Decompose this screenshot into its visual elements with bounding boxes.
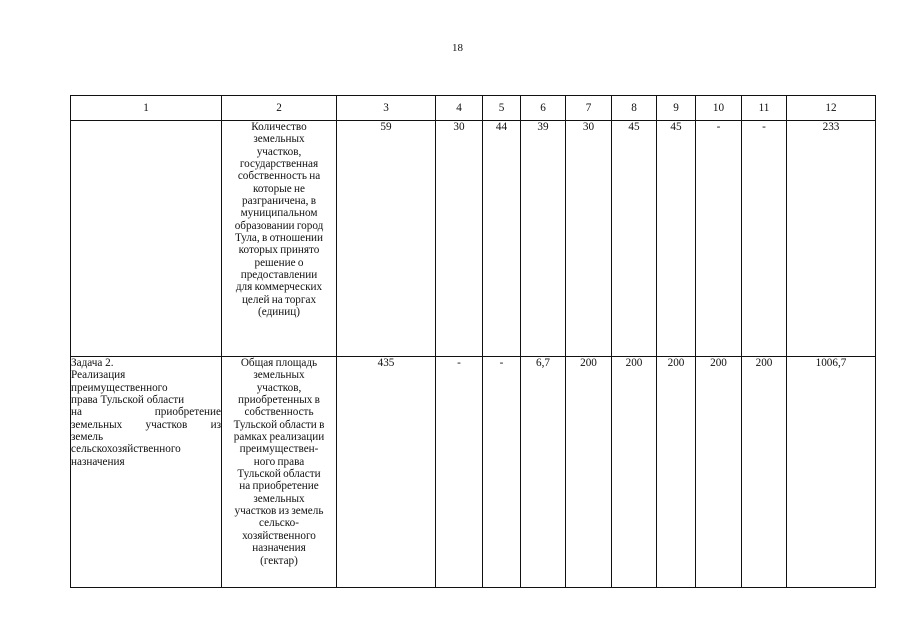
page-number: 18 bbox=[452, 42, 463, 54]
table-row bbox=[71, 357, 876, 588]
indicator-description: Общая площадь земельных участков, приобретенных в собственность Тульской области в рамках реализации преимуществен- ного права Тульской области на приобретение земельных участков из земель сельско- хозяйственного назначения (гектар) bbox=[233, 357, 325, 567]
task-cell bbox=[71, 357, 222, 588]
header-cell: 3 bbox=[337, 96, 436, 121]
header-row bbox=[71, 96, 876, 121]
value-cell: 45 bbox=[657, 121, 696, 357]
task-cell bbox=[71, 121, 222, 357]
value-cell: - bbox=[436, 357, 483, 588]
value-cell: 44 bbox=[483, 121, 521, 357]
value-cell: 200 bbox=[657, 357, 696, 588]
header-cell: 6 bbox=[521, 96, 566, 121]
header-cell: 12 bbox=[787, 96, 876, 121]
total-cell: 233 bbox=[787, 121, 876, 357]
header-cell: 8 bbox=[612, 96, 657, 121]
table-row bbox=[71, 121, 876, 357]
task-text-line: назначения bbox=[71, 455, 125, 468]
value-cell: 39 bbox=[521, 121, 566, 357]
value-cell: 30 bbox=[436, 121, 483, 357]
task-text-line: земельных участков из bbox=[71, 418, 221, 431]
header-cell: 7 bbox=[566, 96, 612, 121]
value-cell: 435 bbox=[337, 357, 436, 588]
header-cell: 5 bbox=[483, 96, 521, 121]
value-cell: - bbox=[696, 121, 742, 357]
task-text-line: сельскохозяйственного bbox=[71, 443, 181, 456]
value-cell: 45 bbox=[612, 121, 657, 357]
value-cell: 200 bbox=[696, 357, 742, 588]
task-text-line: права Тульской области bbox=[71, 394, 185, 407]
header-cell: 2 bbox=[222, 96, 337, 121]
header-cell: 9 bbox=[657, 96, 696, 121]
task-text-line: Реализация bbox=[71, 369, 126, 382]
value-cell: - bbox=[742, 121, 787, 357]
header-cell: 4 bbox=[436, 96, 483, 121]
indicators-table bbox=[70, 95, 876, 588]
indicator-description-cell bbox=[222, 121, 337, 357]
indicator-description: Количество земельных участков, государственная собственность на которые не разграничена, в муниципальном образовании город Тула, в отношении которых принято решение о предоставлении для коммерческих целей на торгах (единиц) bbox=[234, 121, 324, 319]
header-cell: 10 bbox=[696, 96, 742, 121]
task-text-line: земель bbox=[71, 431, 104, 444]
value-cell: 30 bbox=[566, 121, 612, 357]
header-cell: 1 bbox=[71, 96, 222, 121]
value-cell: 200 bbox=[742, 357, 787, 588]
value-cell: 6,7 bbox=[521, 357, 566, 588]
value-cell: - bbox=[483, 357, 521, 588]
total-cell: 1006,7 bbox=[787, 357, 876, 588]
header-cell: 11 bbox=[742, 96, 787, 121]
task-text-line: преимущественного bbox=[71, 381, 168, 394]
indicator-description-cell bbox=[222, 357, 337, 588]
value-cell: 200 bbox=[612, 357, 657, 588]
value-cell: 59 bbox=[337, 121, 436, 357]
task-title: Задача 2. bbox=[71, 357, 114, 369]
task-text-line: на приобретение bbox=[71, 406, 221, 419]
value-cell: 200 bbox=[566, 357, 612, 588]
